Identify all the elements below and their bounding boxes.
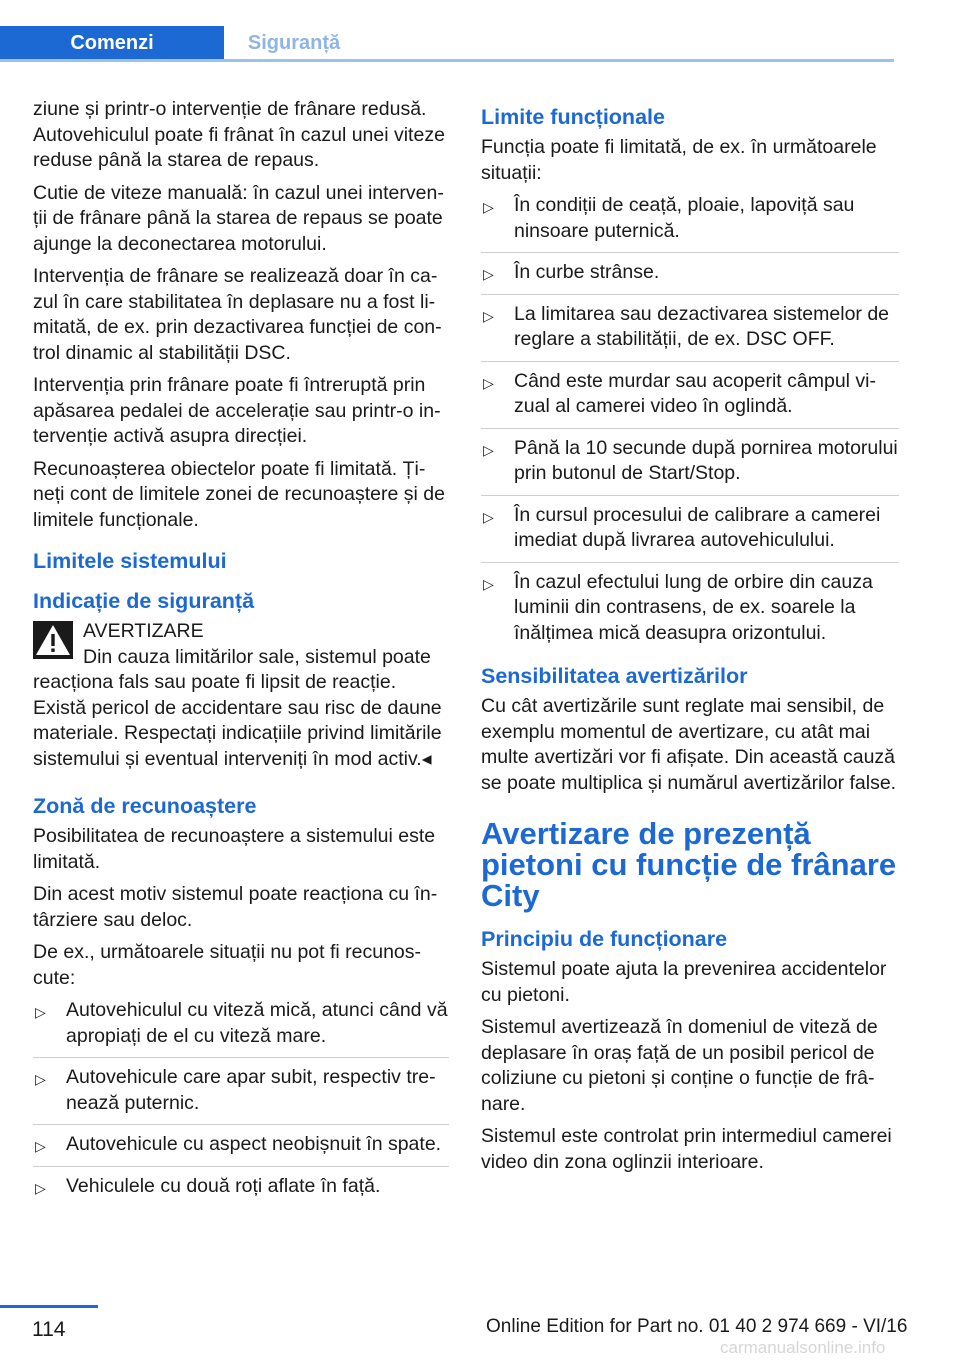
watermark: carmanualsonline.info xyxy=(720,1338,886,1357)
functional-limits-list xyxy=(481,193,899,654)
zone-list xyxy=(33,998,449,1207)
footer-divider xyxy=(0,1305,98,1308)
heading-recognition-zone: Zonă de recunoaștere xyxy=(33,794,257,818)
paragraph: Din acest motiv sistemul poate reacționa cu întârziere sau deloc. xyxy=(33,883,438,931)
paragraph: Cu cât avertizările sunt reglate mai sensibil, de exemplu momentul de avertizare, cu atât mai multe avertizări vor fi afișate. Din această cauză se poate multiplica și numărul avertizărilor false. xyxy=(481,695,897,794)
paragraph: De ex., următoarele situații nu pot fi recunoscute: xyxy=(33,941,422,989)
tab-comenzi[interactable]: Comenzi xyxy=(0,26,224,60)
list-item: ▷ Când este murdar sau acoperit câmpul vizual al camerei video în oglindă. xyxy=(481,369,899,429)
bullet-triangle-icon: ▷ xyxy=(35,1071,46,1087)
left-column xyxy=(33,97,449,1214)
bullet-triangle-icon: ▷ xyxy=(483,441,494,458)
warning-block xyxy=(33,619,449,772)
bullet-triangle-icon: ▷ xyxy=(483,266,494,282)
paragraph: Posibilitatea de recunoaștere a sistemului este limitată. xyxy=(33,825,436,873)
page-header xyxy=(0,0,894,64)
list-item: ▷ Vehiculele cu două roți aflate în față. xyxy=(33,1174,449,1208)
heading-functional-limits: Limite funcționale xyxy=(481,105,665,129)
warning-text: Din cauza limitărilor sale, sistemul poate reacționa fals sau poate fi lipsit de reacție. Există pericol de accidentare sau risc de daune materiale. Respectați indicațiile privind limitările sistemului și eventual interveniți în mod activ.◂ xyxy=(33,645,442,770)
list-item: ▷ Autovehicule cu aspect neobișnuit în spate. xyxy=(33,1132,449,1167)
bullet-triangle-icon: ▷ xyxy=(483,199,494,215)
right-column xyxy=(481,97,899,1182)
list-item: ▷ La limitarea sau dezactivarea sistemelor de reglare a stabilității, de ex. DSC OFF. xyxy=(481,302,899,362)
heading-operating-principle: Principiu de funcționare xyxy=(481,927,728,951)
list-item: ▷ Autovehiculul cu viteză mică, atunci când vă apropiați de el cu viteză mare. xyxy=(33,998,449,1058)
bullet-triangle-icon: ▷ xyxy=(483,575,494,592)
list-item: ▷ În cazul efectului lung de orbire din cauza luminii din contrasens, de ex. soarele la înălțimea mică deasupra orizontului. xyxy=(483,570,873,644)
list-item: ▷ În cursul procesului de calibrare a camerei imediat după livrarea autovehiculului. xyxy=(481,503,899,563)
header-divider xyxy=(0,59,894,62)
page-number: 114 xyxy=(32,1318,66,1341)
heading-safety-note: Indicație de siguranță xyxy=(33,589,255,613)
paragraph: Cutie de viteze manuală: în cazul unei intervenții de frânare până la starea de repaus se poate ajunge la deconectarea motorului. xyxy=(33,181,444,255)
paragraph: Funcția poate fi limitată, de ex. în următoarele situații: xyxy=(481,136,877,184)
bullet-triangle-icon: ▷ xyxy=(35,1179,46,1196)
heading-warning-sensitivity: Sensibilitatea avertizărilor xyxy=(481,664,748,688)
bullet-triangle-icon: ▷ xyxy=(35,1004,46,1020)
paragraph: Sistemul poate ajuta la prevenirea accidentelor cu pietoni. xyxy=(481,958,887,1006)
tab-siguranta[interactable]: Siguranță xyxy=(247,31,341,54)
warning-title: AVERTIZARE xyxy=(83,620,204,642)
list-item: ▷ Până la 10 secunde după pornirea motorului prin butonul de Start/Stop. xyxy=(481,436,899,496)
list-item: ▷ În curbe strânse. xyxy=(481,260,899,295)
bullet-triangle-icon: ▷ xyxy=(483,307,494,324)
paragraph: Sistemul este controlat prin intermediul camerei video din zona oglinzii interioare. xyxy=(481,1125,892,1173)
heading-pedestrian-warning: Avertizare de prezență pietoni cu funcție de frânare City xyxy=(481,816,897,913)
heading-system-limits: Limitele sistemului xyxy=(33,549,227,573)
paragraph: Sistemul avertizează în domeniul de viteză de deplasare în oraș față de un posibil pericol de coliziune cu pietoni și conține o funcție de frânare. xyxy=(481,1016,878,1115)
edition-info: Online Edition for Part no. 01 40 2 974 669 - VI/16 xyxy=(486,1316,908,1337)
bullet-triangle-icon: ▷ xyxy=(483,508,494,525)
list-item: ▷ Autovehicule care apar subit, respectiv trenează puternic. xyxy=(33,1065,449,1125)
bullet-triangle-icon: ▷ xyxy=(35,1138,46,1154)
paragraph: Intervenția prin frânare poate fi întreruptă prin apăsarea pedalei de accelerație sau printr-o intervenție activă asupra direcției. xyxy=(33,374,441,447)
paragraph: Recunoașterea obiectelor poate fi limitată. Țineți cont de limitele zonei de recunoaștere și de limitele funcționale. xyxy=(33,457,445,531)
bullet-triangle-icon: ▷ xyxy=(483,374,494,391)
paragraph: Intervenția de frânare se realizează doar în cazul în care stabilitatea în deplasare nu a fost limitată, de ex. prin dezactivarea funcției de control dinamic al stabilității DSC. xyxy=(33,265,442,364)
warning-triangle-icon xyxy=(33,621,73,659)
paragraph: ziune și printr-o intervenție de frânare redusă. Autovehiculul poate fi frânat în cazul unei viteze reduse până la starea de repaus. xyxy=(33,98,445,171)
list-item: ▷ În condiții de ceață, ploaie, lapoviță sau ninsoare puternică. xyxy=(481,193,899,253)
